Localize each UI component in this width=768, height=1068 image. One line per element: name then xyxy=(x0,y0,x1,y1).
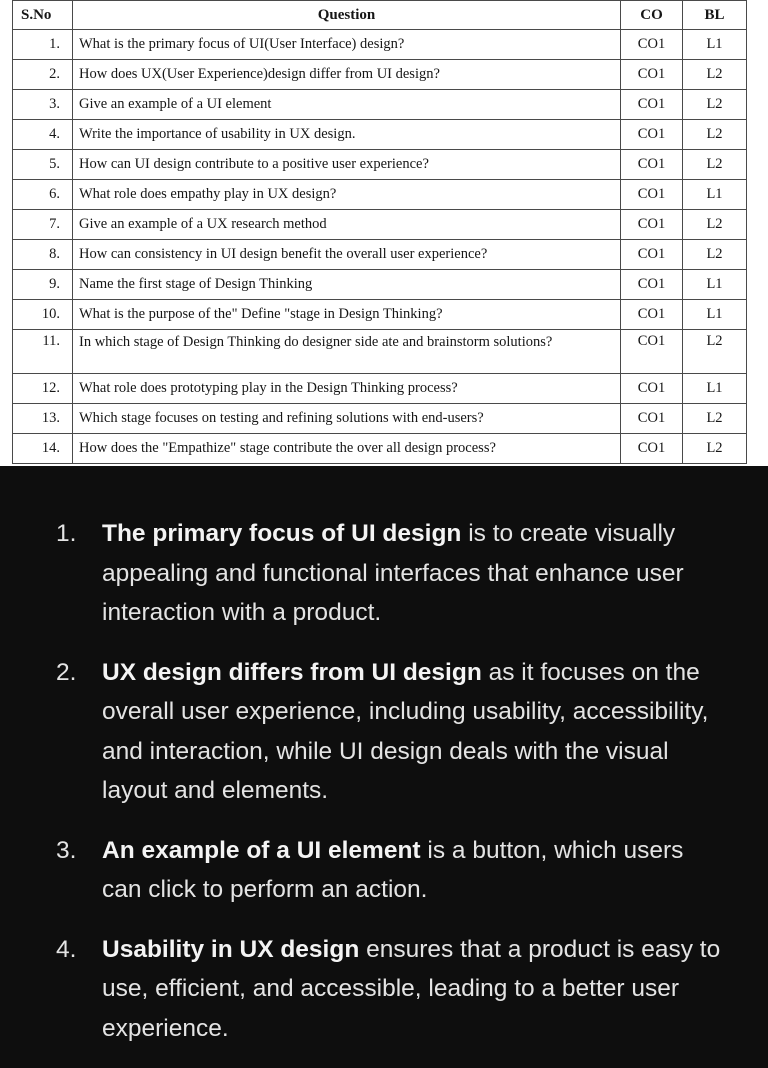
table-row xyxy=(13,120,747,150)
row-co: CO1 xyxy=(621,374,683,404)
header-co: CO xyxy=(621,1,683,30)
answer-number: 1. xyxy=(56,520,77,547)
answer-number: 3. xyxy=(56,836,77,864)
answer-item xyxy=(0,831,768,910)
table-row xyxy=(13,30,747,60)
answers-panel xyxy=(0,466,768,1042)
answer-item xyxy=(0,514,768,633)
row-bl: L2 xyxy=(683,240,747,270)
row-co: CO1 xyxy=(621,404,683,434)
row-co: CO1 xyxy=(621,120,683,150)
row-bl: L2 xyxy=(683,404,747,434)
row-bl: L2 xyxy=(683,120,747,150)
row-question: How does the "Empathize" stage contribute the over all design process? xyxy=(73,434,621,464)
question-table xyxy=(12,0,747,464)
row-sno: 14. xyxy=(13,434,73,464)
row-question: Give an example of a UX research method xyxy=(73,210,621,240)
answer-lead: Usability in UX design xyxy=(102,935,360,963)
row-sno: 4. xyxy=(13,120,73,150)
table-body xyxy=(13,30,747,464)
answer-item xyxy=(0,930,768,1049)
row-co: CO1 xyxy=(621,30,683,60)
row-sno: 13. xyxy=(13,404,73,434)
row-co: CO1 xyxy=(621,180,683,210)
answer-text: is a button, which users can click to perform an action. xyxy=(102,836,684,903)
answers-list xyxy=(0,514,768,1068)
row-bl: L2 xyxy=(683,210,747,240)
table-row xyxy=(13,434,747,464)
table-row xyxy=(13,374,747,404)
row-sno: 9. xyxy=(13,270,73,300)
row-co: CO1 xyxy=(621,270,683,300)
header-question: Question xyxy=(73,1,621,30)
answer-text: as it focuses on the overall user experience, including usability, accessibility, and interaction, while UI design deals with the visual layout and elements. xyxy=(102,658,709,804)
row-bl: L1 xyxy=(683,30,747,60)
table-row xyxy=(13,270,747,300)
row-co: CO1 xyxy=(621,300,683,330)
answer-item xyxy=(0,653,768,811)
table-row xyxy=(13,330,747,374)
row-question: How can UI design contribute to a positive user experience? xyxy=(73,150,621,180)
row-question: Name the first stage of Design Thinking xyxy=(73,270,621,300)
row-co: CO1 xyxy=(621,240,683,270)
row-sno: 12. xyxy=(13,374,73,404)
row-co: CO1 xyxy=(621,90,683,120)
question-table-document xyxy=(0,0,768,466)
row-bl: L1 xyxy=(683,180,747,210)
answer-lead: An example of a UI element xyxy=(102,836,421,864)
answer-lead: The primary focus of UI design xyxy=(102,520,462,547)
row-co: CO1 xyxy=(621,434,683,464)
row-bl: L2 xyxy=(683,150,747,180)
header-sno: S.No xyxy=(13,1,73,30)
row-bl: L2 xyxy=(683,60,747,90)
row-sno: 1. xyxy=(13,30,73,60)
row-bl: L1 xyxy=(683,270,747,300)
row-sno: 5. xyxy=(13,150,73,180)
answer-text: is to create visually appealing and functional interfaces that enhance user interaction with a product. xyxy=(102,520,684,626)
row-sno: 7. xyxy=(13,210,73,240)
row-sno: 10. xyxy=(13,300,73,330)
row-question: Which stage focuses on testing and refining solutions with end-users? xyxy=(73,404,621,434)
row-co: CO1 xyxy=(621,60,683,90)
table-header-row xyxy=(13,1,747,30)
row-bl: L2 xyxy=(683,330,747,374)
table-row xyxy=(13,90,747,120)
answer-number: 2. xyxy=(56,658,77,686)
table-row xyxy=(13,210,747,240)
row-sno: 3. xyxy=(13,90,73,120)
row-sno: 8. xyxy=(13,240,73,270)
row-co: CO1 xyxy=(621,150,683,180)
row-sno: 2. xyxy=(13,60,73,90)
row-sno: 6. xyxy=(13,180,73,210)
answer-text: ensures that a product is easy to use, efficient, and accessible, leading to a better user experience. xyxy=(102,935,721,1042)
header-bl: BL xyxy=(683,1,747,30)
row-bl: L1 xyxy=(683,300,747,330)
row-question: What is the primary focus of UI(User Interface) design? xyxy=(73,30,621,60)
answer-lead: UX design differs from UI design xyxy=(102,658,482,686)
row-bl: L2 xyxy=(683,434,747,464)
row-question: Give an example of a UI element xyxy=(73,90,621,120)
table-row xyxy=(13,300,747,330)
row-question: Write the importance of usability in UX design. xyxy=(73,120,621,150)
row-question: What role does empathy play in UX design? xyxy=(73,180,621,210)
table-row xyxy=(13,60,747,90)
table-row xyxy=(13,240,747,270)
row-question: What is the purpose of the" Define "stage in Design Thinking? xyxy=(73,300,621,330)
row-co: CO1 xyxy=(621,210,683,240)
row-sno: 11. xyxy=(13,330,73,374)
row-question: In which stage of Design Thinking do designer side ate and brainstorm solutions? xyxy=(73,330,621,374)
row-question: How does UX(User Experience)design differ from UI design? xyxy=(73,60,621,90)
table-row xyxy=(13,180,747,210)
table-row xyxy=(13,150,747,180)
row-question: How can consistency in UI design benefit the overall user experience? xyxy=(73,240,621,270)
row-bl: L2 xyxy=(683,90,747,120)
table-row xyxy=(13,404,747,434)
row-co: CO1 xyxy=(621,330,683,374)
answer-number: 4. xyxy=(56,935,77,963)
row-question: What role does prototyping play in the Design Thinking process? xyxy=(73,374,621,404)
row-bl: L1 xyxy=(683,374,747,404)
